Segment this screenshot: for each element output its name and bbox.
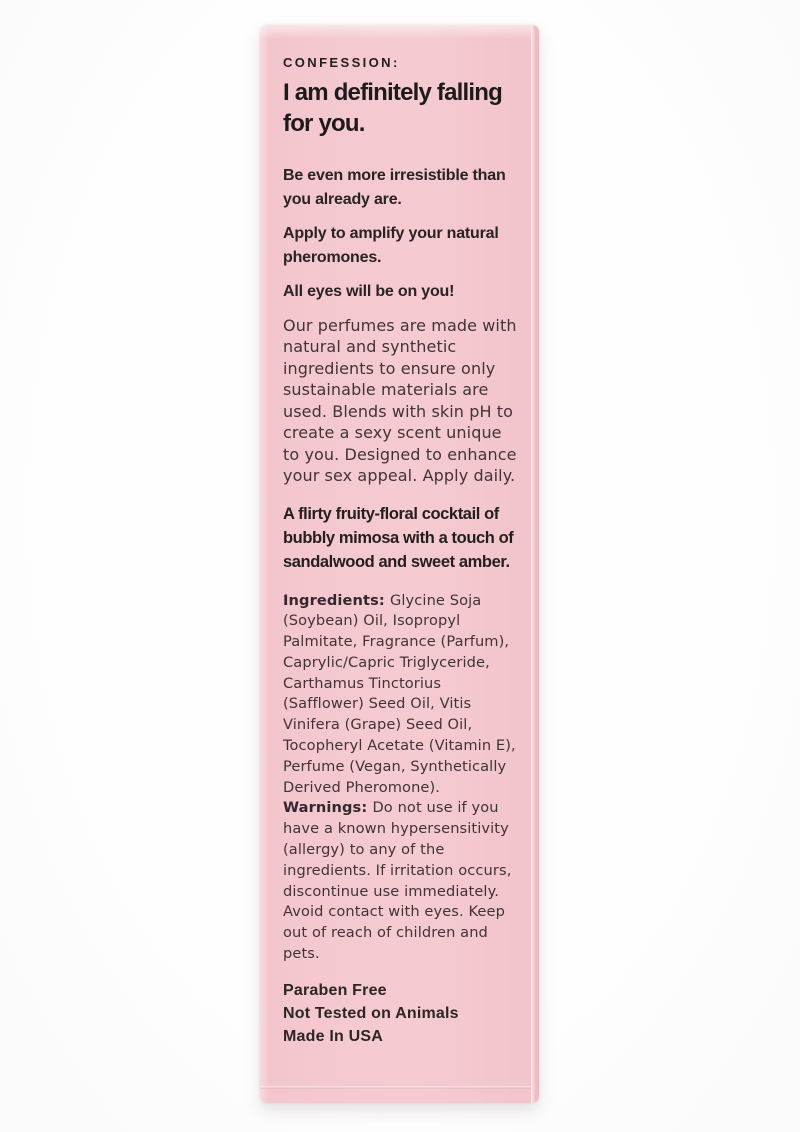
confession-label: CONFESSION: — [283, 55, 400, 70]
claims-list — [283, 979, 525, 1048]
ingredients-paragraph — [283, 591, 525, 799]
scent-description: A flirty fruity-floral cocktail of bubbly mimosa with a touch of sandalwood and sweet amber. — [283, 504, 514, 571]
warnings-text: Do not use if you have a known hypersensitivity (allergy) to any of the ingredients. If irritation occurs, discontinue use immediately. Avoid contact with eyes. Keep out of reach of children and pets. — [283, 799, 512, 963]
description-paragraph: Our perfumes are made with natural and synthetic ingredients to ensure only sustainable materials are used. Blends with skin pH to create a sexy scent unique to you. Designed to enhance your sex appeal. Apply daily. — [283, 315, 517, 485]
box-side-panel — [531, 25, 539, 1103]
claim-paraben-free: Paraben Free — [283, 981, 387, 999]
headline: I am definitely falling for you. — [283, 79, 502, 137]
claim-made-in-usa: Made In USA — [283, 1027, 383, 1045]
warnings-paragraph — [283, 798, 525, 964]
box-bottom-fold-crease — [260, 1086, 531, 1089]
intro-paragraph: All eyes will be on you! — [283, 283, 455, 300]
intro-paragraph: Apply to amplify your natural pheromones. — [283, 225, 499, 266]
claim-not-tested-on-animals: Not Tested on Animals — [283, 1004, 459, 1022]
box-front-panel — [260, 25, 531, 1103]
ingredients-label: Ingredients: — [283, 591, 385, 609]
warnings-label: Warnings: — [283, 799, 368, 817]
intro-paragraph: Be even more irresistible than you already are. — [283, 167, 506, 208]
perfume-box — [260, 25, 539, 1103]
ingredients-text: Glycine Soja (Soybean) Oil, Isopropyl Palmitate, Fragrance (Parfum), Caprylic/Capric Triglyceride, Carthamus Tinctorius (Safflower) Seed Oil, Vitis Vinifera (Grape) Seed Oil, Tocopheryl Acetate (Vitamin E), Perfume (Vegan, Synthetically Derived Pheromone). — [283, 591, 516, 796]
